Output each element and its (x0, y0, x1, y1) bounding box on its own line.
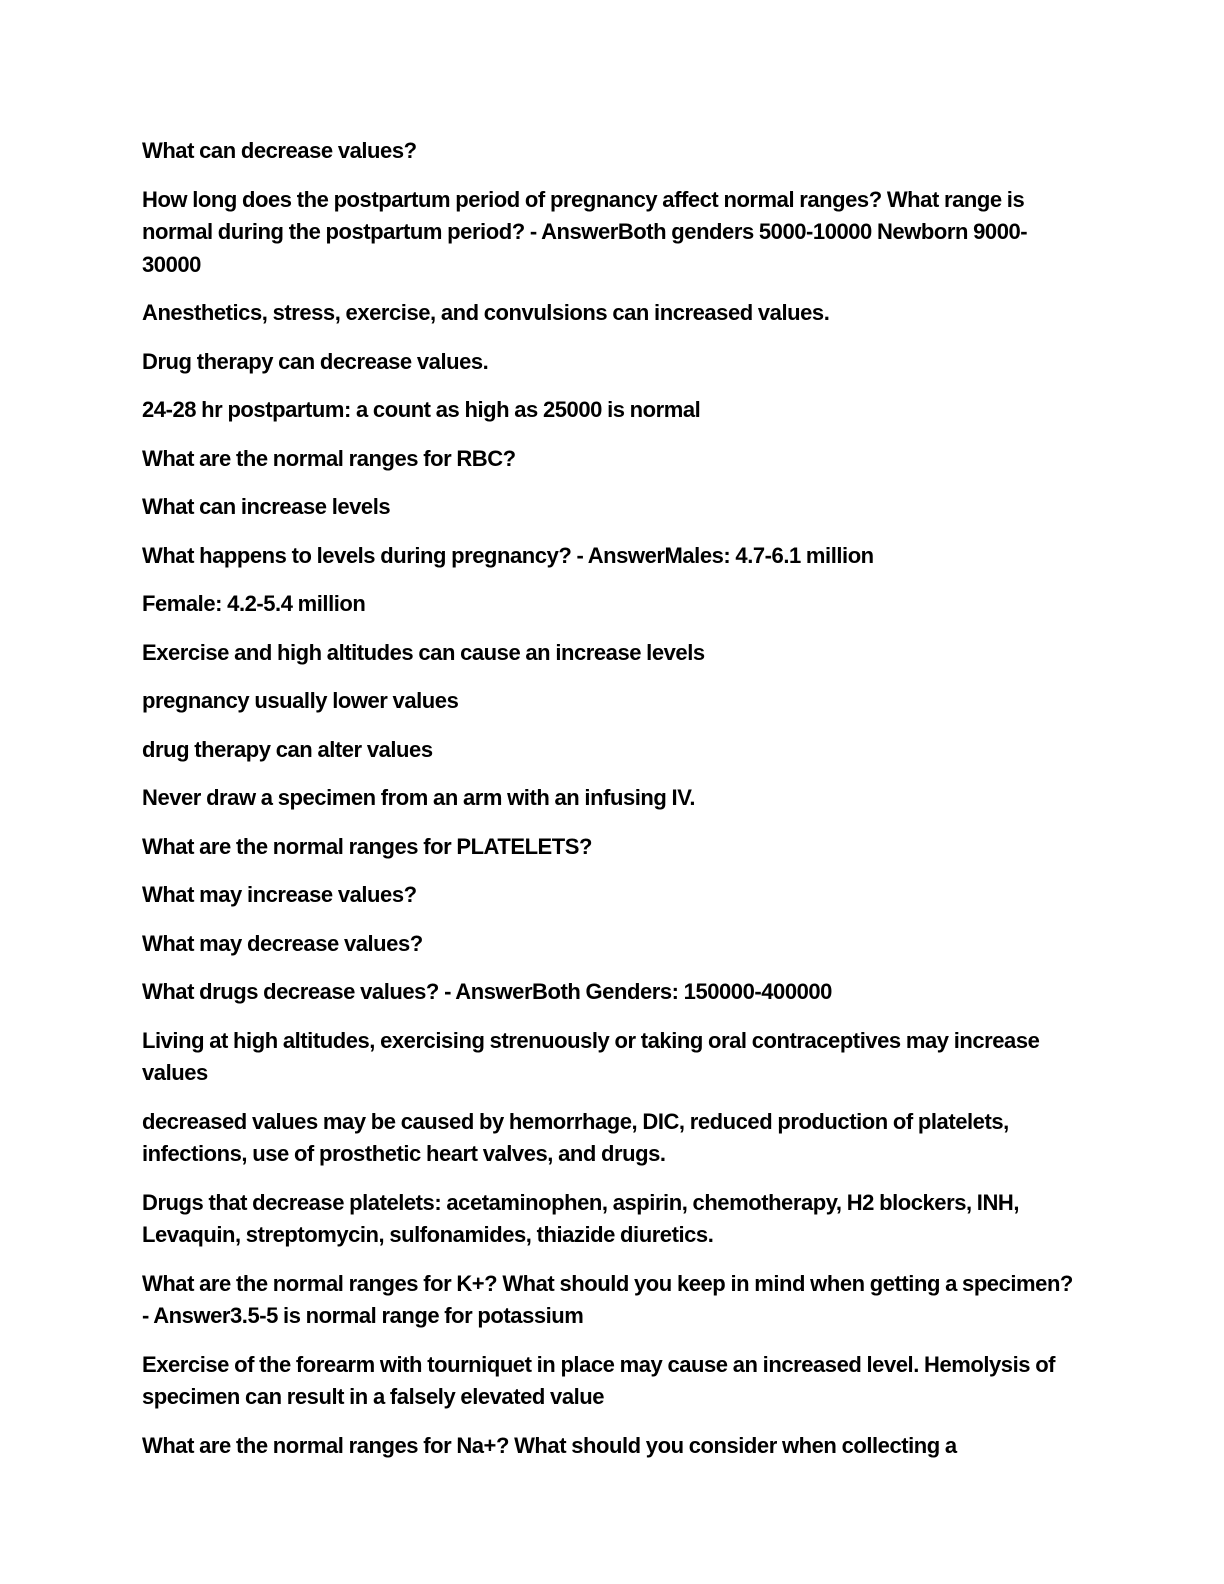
paragraph: Exercise of the forearm with tourniquet in place may cause an increased level. Hemolysis of specimen can result in a falsely elevated value (142, 1351, 1056, 1409)
document-body (142, 135, 1078, 1478)
paragraph: decreased values may be caused by hemorrhage, DIC, reduced production of platelets, infections, use of prosthetic heart valves, and drugs. (142, 1108, 1009, 1166)
paragraph: What are the normal ranges for Na+? What should you consider when collecting a (142, 1432, 957, 1458)
paragraph: Exercise and high altitudes can cause an increase levels (142, 639, 705, 665)
paragraph: What are the normal ranges for PLATELETS? (142, 833, 592, 859)
paragraph: pregnancy usually lower values (142, 688, 459, 713)
paragraph: Living at high altitudes, exercising strenuously or taking oral contraceptives may increase values (142, 1027, 1040, 1085)
paragraph: Never draw a specimen from an arm with an infusing IV. (142, 785, 696, 810)
paragraph: How long does the postpartum period of pregnancy affect normal ranges? What range is normal during the postpartum period? - AnswerBoth genders 5000-10000 Newborn 9000-30000 (142, 186, 1028, 277)
paragraph: What may decrease values? (142, 930, 423, 956)
paragraph: Drug therapy can decrease values. (142, 348, 489, 374)
paragraph: Anesthetics, stress, exercise, and convulsions can increased values. (142, 300, 830, 325)
paragraph: What can increase levels (142, 494, 391, 519)
paragraph: Drugs that decrease platelets: acetaminophen, aspirin, chemotherapy, H2 blockers, INH, Levaquin, streptomycin, sulfonamides, thiazide diuretics. (142, 1189, 1020, 1247)
paragraph: What are the normal ranges for K+? What should you keep in mind when getting a specimen? - Answer3.5-5 is normal range for potassium (142, 1270, 1073, 1328)
paragraph: 24-28 hr postpartum: a count as high as 25000 is normal (142, 397, 701, 422)
paragraph: What are the normal ranges for RBC? (142, 445, 516, 471)
paragraph: What may increase values? (142, 882, 417, 907)
paragraph: Female: 4.2-5.4 million (142, 591, 366, 616)
paragraph: What can decrease values? (142, 138, 417, 163)
paragraph: What happens to levels during pregnancy? - AnswerMales: 4.7-6.1 million (142, 542, 874, 568)
paragraph: What drugs decrease values? - AnswerBoth Genders: 150000-400000 (142, 979, 832, 1004)
paragraph: drug therapy can alter values (142, 736, 433, 762)
